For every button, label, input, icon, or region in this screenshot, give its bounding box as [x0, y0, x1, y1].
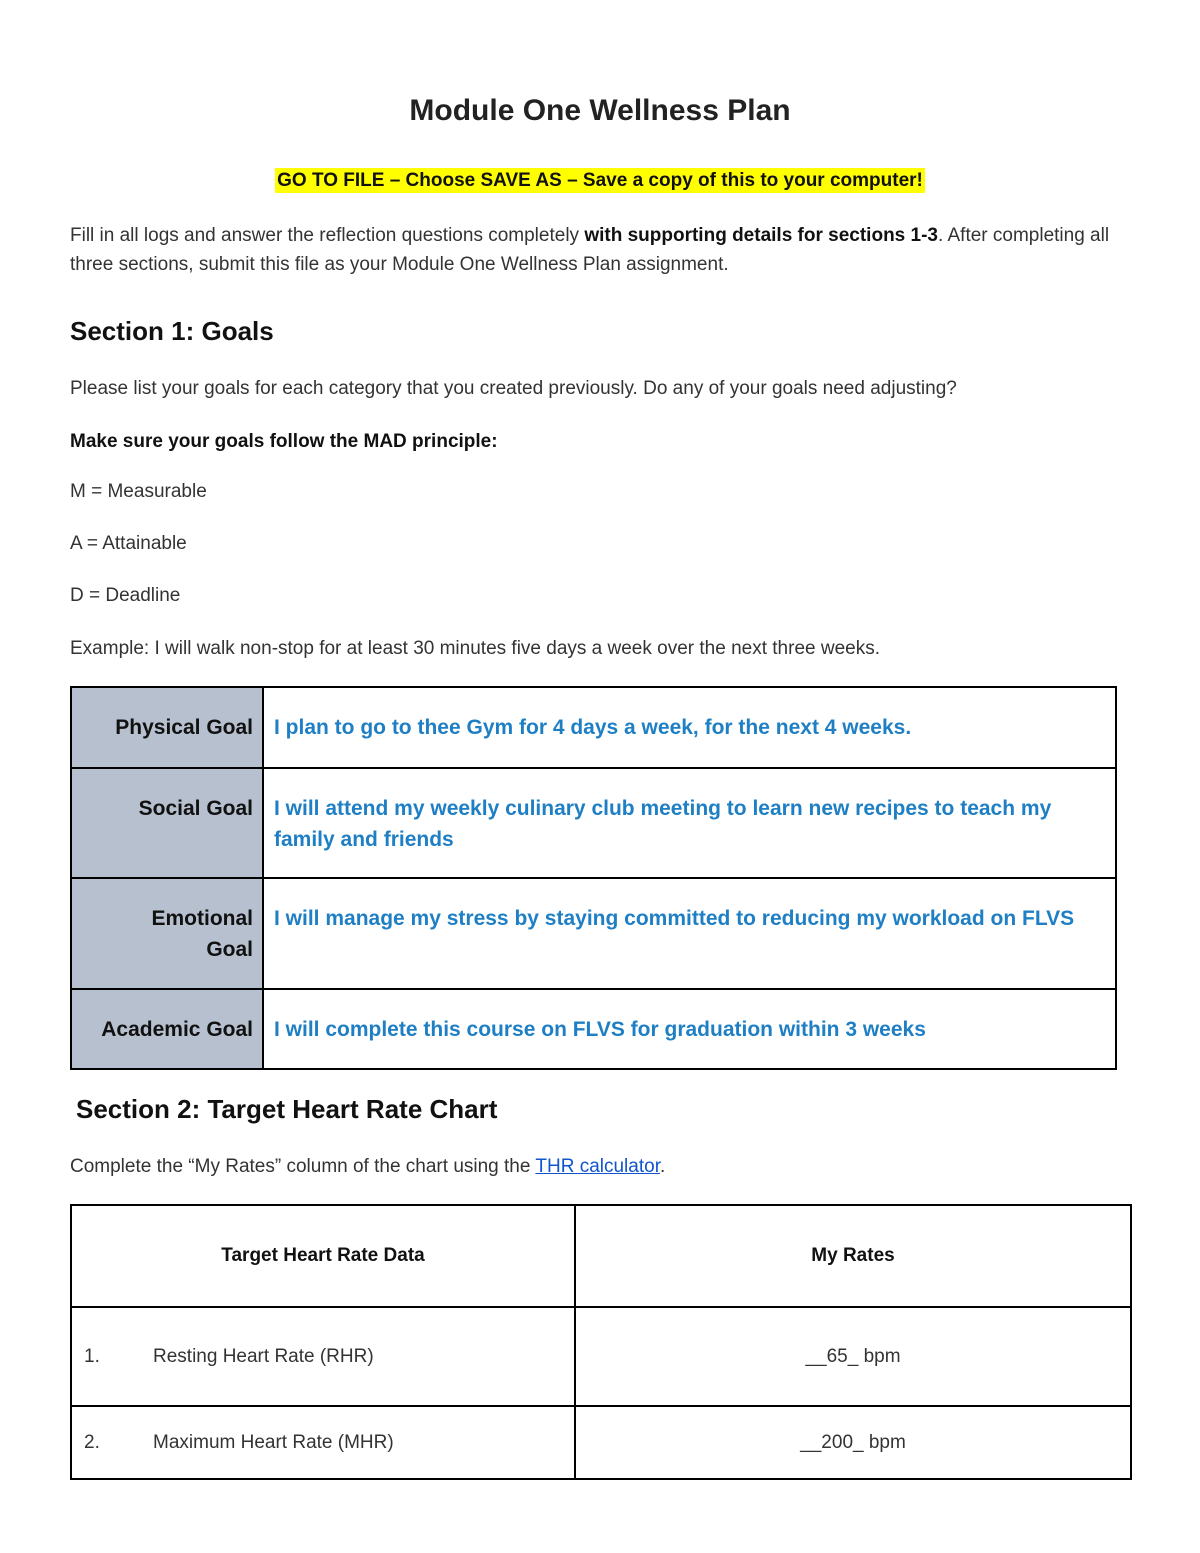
- thr-header-rates: My Rates: [575, 1205, 1131, 1307]
- goal-value-academic[interactable]: I will complete this course on FLVS for graduation within 3 weeks: [263, 989, 1116, 1069]
- goal-value-social[interactable]: I will attend my weekly culinary club meeting to learn new recipes to teach my family and friends: [263, 768, 1116, 878]
- goal-label-social: Social Goal: [71, 768, 263, 878]
- thr-row-label: [71, 1406, 575, 1479]
- notice-line: [0, 170, 1200, 192]
- table-row: [71, 878, 1116, 989]
- intro-bold: with supporting details for sections 1-3: [584, 225, 938, 246]
- row-number: 1.: [84, 1345, 100, 1367]
- thr-calculator-link[interactable]: THR calculator: [535, 1156, 660, 1177]
- table-header-row: [71, 1205, 1131, 1307]
- row-label: Maximum Heart Rate (MHR): [153, 1431, 394, 1453]
- section2-prompt-end: .: [659, 1156, 666, 1177]
- thr-table: [70, 1204, 1132, 1480]
- mad-deadline: D = Deadline: [70, 585, 181, 606]
- row-number: 2.: [84, 1431, 100, 1453]
- thr-row-value[interactable]: __65_ bpm: [575, 1307, 1131, 1406]
- page-title: Module One Wellness Plan: [409, 94, 791, 127]
- table-row: [71, 768, 1116, 878]
- mad-attainable: A = Attainable: [70, 533, 187, 554]
- section2-prompt-text: Complete the “My Rates” column of the chart using the: [70, 1156, 536, 1177]
- goals-table: [70, 686, 1117, 1070]
- goal-value-physical[interactable]: I plan to go to thee Gym for 4 days a week, for the next 4 weeks.: [263, 687, 1116, 768]
- mad-heading: Make sure your goals follow the MAD principle:: [70, 431, 498, 452]
- intro-paragraph: [70, 221, 1130, 279]
- section2-prompt: [70, 1152, 1130, 1181]
- section1-heading: Section 1: Goals: [70, 316, 274, 346]
- intro-text-1: Fill in all logs and answer the reflection questions completely: [70, 225, 585, 246]
- section1-prompt: Please list your goals for each category that you created previously. Do any of your goals need adjusting?: [70, 378, 957, 399]
- goal-label-emotional: Emotional Goal: [71, 878, 263, 989]
- table-row: [71, 687, 1116, 768]
- table-row: [71, 989, 1116, 1069]
- goal-label-physical: Physical Goal: [71, 687, 263, 768]
- thr-row-value[interactable]: __200_ bpm: [575, 1406, 1131, 1479]
- goal-example: Example: I will walk non-stop for at least 30 minutes five days a week over the next three weeks.: [70, 638, 880, 659]
- goal-value-emotional[interactable]: I will manage my stress by staying committed to reducing my workload on FLVS: [263, 878, 1116, 989]
- row-label: Resting Heart Rate (RHR): [153, 1345, 374, 1367]
- goal-label-academic: Academic Goal: [71, 989, 263, 1069]
- table-row: [71, 1307, 1131, 1406]
- save-notice: GO TO FILE – Choose SAVE AS – Save a copy of this to your computer!: [277, 170, 923, 191]
- thr-row-label: [71, 1307, 575, 1406]
- mad-measurable: M = Measurable: [70, 481, 207, 502]
- thr-header-data: Target Heart Rate Data: [71, 1205, 575, 1307]
- table-row: [71, 1406, 1131, 1479]
- intro-text-2: . After completing all three sections, submit this file as your Module One Wellness Plan assignment.: [70, 225, 1110, 275]
- section2-heading: Section 2: Target Heart Rate Chart: [76, 1094, 498, 1124]
